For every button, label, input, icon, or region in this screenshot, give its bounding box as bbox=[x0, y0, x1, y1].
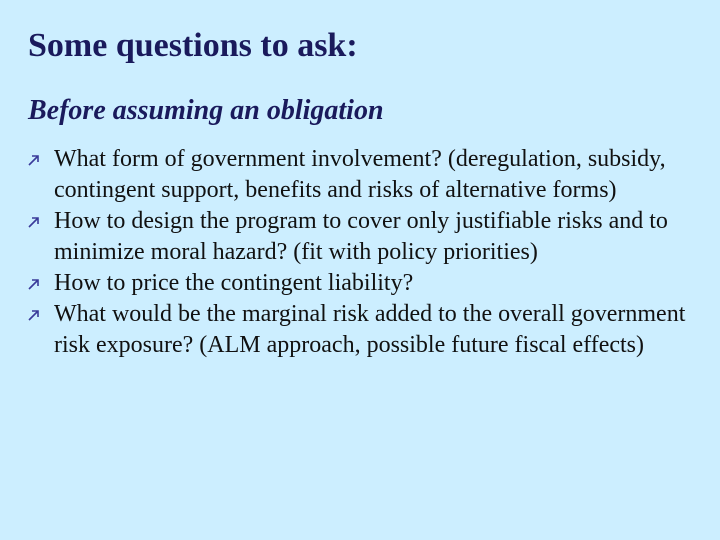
bullet-text: How to design the program to cover only justifiable risks and to minimize moral hazard? (fit with policy priorities) bbox=[54, 208, 668, 265]
bullet-text: What would be the marginal risk added to the overall government risk exposure? (ALM approach, possible future fiscal effects) bbox=[54, 301, 686, 358]
slide-subheading: Before assuming an obligation bbox=[28, 95, 384, 126]
bullet-text: How to price the contingent liability? bbox=[54, 270, 414, 296]
bullet-item bbox=[26, 268, 706, 299]
slide-title: Some questions to ask: bbox=[28, 27, 358, 64]
bullet-item bbox=[26, 144, 706, 206]
diagonal-arrow-icon bbox=[26, 144, 44, 175]
diagonal-arrow-icon bbox=[26, 268, 44, 299]
bullet-list bbox=[26, 144, 706, 361]
bullet-text: What form of government involvement? (deregulation, subsidy, contingent support, benefits and risks of alternative forms) bbox=[54, 146, 666, 203]
diagonal-arrow-icon bbox=[26, 299, 44, 330]
diagonal-arrow-icon bbox=[26, 206, 44, 237]
bullet-item bbox=[26, 299, 706, 361]
bullet-item bbox=[26, 206, 706, 268]
